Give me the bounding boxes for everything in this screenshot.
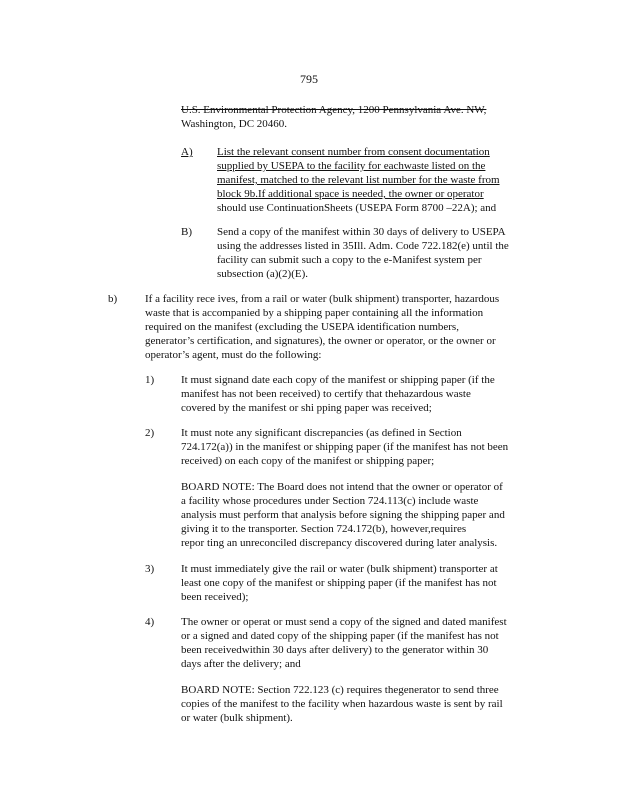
item-a-line: List the relevant consent number from consent documentation	[217, 146, 490, 158]
item-a-line: block 9b.If additional space is needed, the owner or operator	[217, 188, 484, 200]
section-b-line: operator’s agent, must do the following:	[145, 349, 322, 361]
subitem-4-line: been receivedwithin 30 days after delivery) to the generator within 30	[181, 644, 489, 656]
subitem-3-label: 3)	[145, 563, 155, 575]
address-line-1: U.S. Environmental Protection Agency, 1200 Pennsylvania Ave. NW,	[181, 104, 487, 116]
section-b-label: b)	[108, 293, 118, 305]
item-a-line: should use ContinuationSheets (USEPA Form 8700 –22A); and	[217, 202, 497, 214]
subitem-2-line: 724.172(a)) in the manifest or shipping paper (if the manifest has not been	[181, 441, 509, 453]
subitem-3-line: It must immediately give the rail or water (bulk shipment) transporter at	[181, 563, 498, 575]
board-note: a facility whose procedures under Section 724.113(c) include waste	[181, 495, 479, 507]
address-line-2: Washington, DC 20460.	[181, 118, 288, 130]
item-a-label: A)	[181, 146, 193, 158]
section-b-line: waste that is accompanied by a shipping paper containing all the information	[145, 307, 484, 319]
subitem-2-line: It must note any significant discrepancies (as defined in Section	[181, 427, 462, 439]
item-a-line: supplied by USEPA to the facility for eachwaste listed on the	[217, 160, 486, 172]
board-note: copies of the manifest to the facility when hazardous waste is sent by rail	[181, 698, 503, 710]
item-b-line: Send a copy of the manifest within 30 days of delivery to USEPA	[217, 226, 506, 238]
subitem-1-line: It must signand date each copy of the manifest or shipping paper (if the	[181, 374, 495, 386]
subitem-1-line: manifest has not been received) to certify that thehazardous waste	[181, 388, 471, 400]
item-a-line: manifest, matched to the relevant list number for the waste from	[217, 174, 500, 186]
board-note: analysis must perform that analysis before signing the shipping paper and	[181, 509, 505, 521]
item-b-line: using the addresses listed in 35Ill. Adm. Code 722.182(e) until the	[217, 240, 509, 252]
item-b-label: B)	[181, 226, 192, 238]
subitem-3-line: least one copy of the manifest or shipping paper (if the manifest has not	[181, 577, 497, 589]
section-b-line: If a facility rece ives, from a rail or water (bulk shipment) transporter, hazardous	[145, 293, 500, 305]
subitem-2-line: received) on each copy of the manifest or shipping paper;	[181, 455, 435, 467]
item-b-line: subsection (a)(2)(E).	[217, 268, 309, 280]
board-note: BOARD NOTE: Section 722.123 (c) requires thegenerator to send three	[181, 684, 499, 696]
subitem-1-line: covered by the manifest or shi pping paper was received;	[181, 402, 432, 414]
board-note: BOARD NOTE: The Board does not intend that the owner or operator of	[181, 481, 503, 493]
subitem-2-label: 2)	[145, 427, 155, 439]
section-b-line: generator’s certification, and signatures), the owner or operator, or the owner or	[145, 335, 496, 347]
item-b-line: facility can submit such a copy to the e-Manifest system per	[217, 254, 482, 266]
subitem-4-line: days after the delivery; and	[181, 658, 301, 670]
subitem-4-line: or a signed and dated copy of the shipping paper (if the manifest has not	[181, 630, 499, 642]
board-note: or water (bulk shipment).	[181, 712, 293, 724]
page-number: 795	[300, 72, 318, 86]
board-note: giving it to the transporter. Section 724.172(b), however,requires	[181, 523, 467, 535]
subitem-4-label: 4)	[145, 616, 155, 628]
subitem-1-label: 1)	[145, 374, 155, 386]
board-note: repor ting an unreconciled discrepancy discovered during later analysis.	[181, 537, 498, 549]
subitem-4-line: The owner or operat or must send a copy of the signed and dated manifest	[181, 616, 507, 628]
subitem-3-line: been received);	[181, 591, 249, 603]
section-b-line: required on the manifest (excluding the USEPA identification numbers,	[145, 321, 459, 333]
